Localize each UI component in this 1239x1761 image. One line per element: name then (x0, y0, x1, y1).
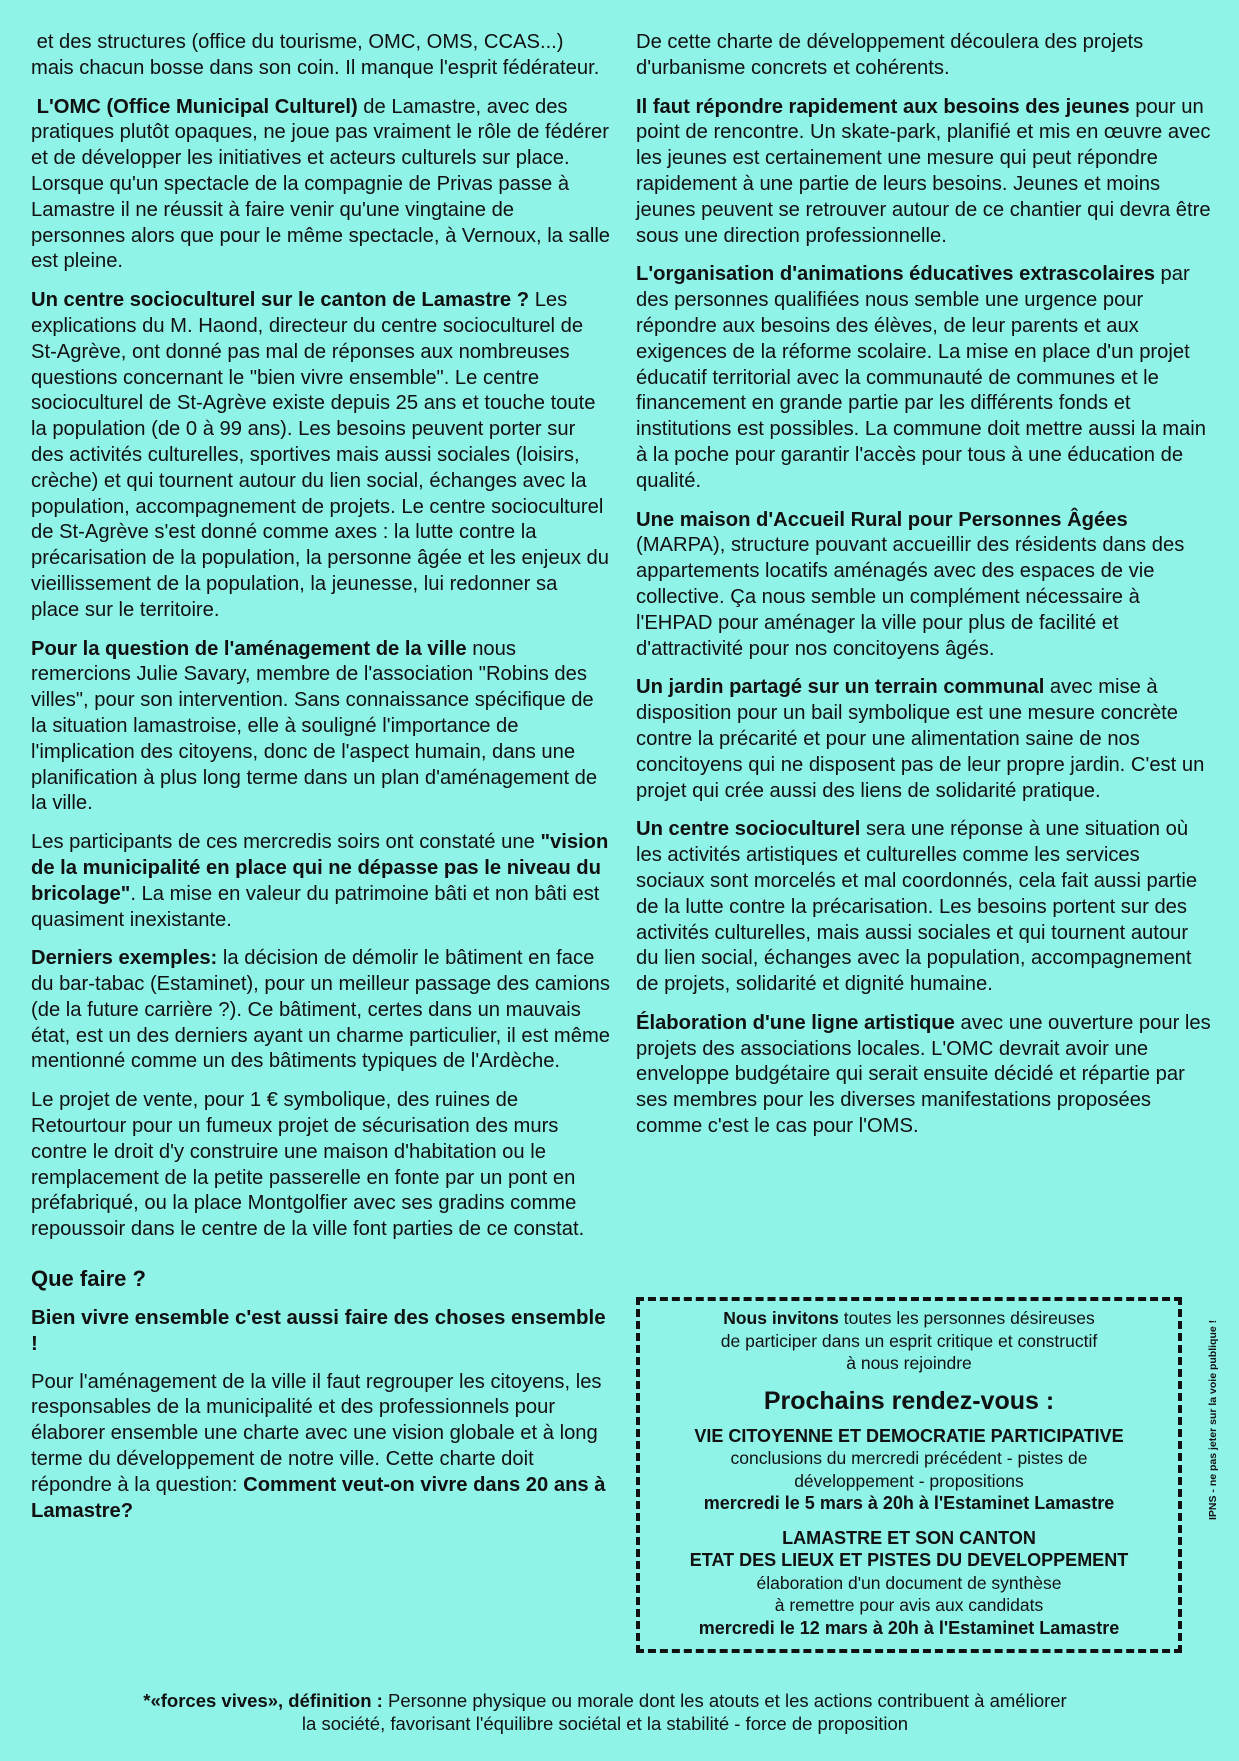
paragraph-centre-socioculturel (31, 288, 611, 623)
paragraph-animations (636, 262, 1211, 494)
event-date: mercredi le 5 mars à 20h à l'Estaminet Lamastre (703, 1493, 1115, 1513)
quote-bold: "vision de la municipalité en place qui ne dépasse pas le niveau du bricolage" (31, 831, 609, 905)
text: Les participants de ces mercredis soirs ont constaté une (31, 831, 541, 854)
text: la décision de démolir le bâtiment en face du bar-tabac (Estaminet), pour un meilleur passage des camions (de la future carrière ?). Ce bâtiment, certes dans un mauvais état, est un des derniers ayant un charme particulier, il est même mentionné comme un des bâtiments typiques de l'Ardèche. (31, 947, 611, 1073)
paragraph-structures (31, 30, 611, 82)
invite-line-2: de participer dans un esprit critique et constructif (720, 1330, 1098, 1351)
right-column (636, 30, 1211, 1153)
section-heading-que-faire: Que faire ? (31, 1266, 146, 1292)
text: . La mise en valeur du patrimoine bâti et non bâti est quasiment inexistante. (31, 882, 600, 931)
paragraph-charte-developpement: De cette charte de développement découlera des projets d'urbanisme concrets et cohérents. (636, 31, 1144, 79)
event-date: mercredi le 12 mars à 20h à l'Estaminet Lamastre (698, 1617, 1120, 1638)
text: avec mise à disposition pour un bail symbolique est une mesure concrète contre la précarité et pour une alimentation saine de nos concitoyens qui ne disposent pas de leur propre jardin. C'est un projet qui crée aussi des liens de solidarité pratique. (636, 676, 1205, 802)
left-column (31, 30, 611, 1537)
rendez-vous-box (636, 1297, 1182, 1653)
paragraph-marpa (636, 508, 1211, 663)
exemples-heading: Derniers exemples: (31, 947, 218, 970)
footnote (40, 1689, 1170, 1735)
paragraph-participants (31, 830, 611, 933)
invite-bold: Nous invitons (723, 1308, 839, 1328)
event-title: VIE CITOYENNE ET DEMOCRATIE PARTICIPATIVE (694, 1425, 1124, 1446)
event-title: LAMASTRE ET SON CANTON (782, 1527, 1036, 1548)
paragraph-jeunes (636, 95, 1211, 250)
text: toutes les personnes désireuses (838, 1308, 1095, 1328)
text: et des structures (office du tourisme, OMC, OMS, CCAS...) mais chacun bosse dans son coin. Il manque l'esprit fédérateur. (31, 31, 600, 79)
text: pour un point de rencontre. Un skate-park, planifié et mis en œuvre avec les jeunes est certainement une mesure qui peut répondre rapidement à une partie de leurs besoins. Jeunes et moins jeunes peuvent se retrouver autour de ce chantier qui devra être sous une direction professionnelle. (636, 95, 1211, 247)
jeunes-heading: Il faut répondre rapidement aux besoins des jeunes (636, 95, 1130, 118)
centre-heading: Un centre socioculturel sur le canton de Lamastre ? (31, 289, 530, 312)
section-subheading: Bien vivre ensemble c'est aussi faire des choses ensemble ! (31, 1306, 606, 1355)
text: avec une ouverture pour les projets des associations locales. L'OMC devrait avoir une enveloppe budgétaire qui serait ensuite décidé et répartie par ses membres pour les diverses manifestations proposées comme c'est le cas pour l'OMS. (636, 1011, 1211, 1138)
ligne-heading: Élaboration d'une ligne artistique (636, 1011, 955, 1034)
event-desc-line: développement - propositions (794, 1470, 1024, 1491)
paragraph-charte (31, 1370, 611, 1525)
invitation (640, 1307, 1178, 1375)
text: (MARPA), structure pouvant accueillir des résidents dans des appartements locatifs aménagés avec des espaces de vie collective. Ça nous semble un complément nécessaire à l'EHPAD pour aménager la ville pour plus de facilité et d'attractivité pour nos concitoyens âgés. (636, 534, 1185, 660)
invite-line-1 (640, 1307, 1178, 1330)
question-bold: Comment veut-on vivre dans 20 ans à Lamastre? (31, 1473, 606, 1522)
amenagement-heading: Pour la question de l'aménagement de la ville (31, 637, 467, 660)
paragraph-derniers-exemples (31, 946, 611, 1075)
animations-heading: L'organisation d'animations éducatives extrascolaires (636, 263, 1155, 286)
footnote-line-2: la société, favorisant l'équilibre sociétal et la stabilité - force de proposition (301, 1713, 909, 1734)
event-1 (640, 1425, 1178, 1515)
paragraph-jardin (636, 675, 1211, 804)
side-note-ipns: IPNS - ne pas jeter sur la voie publique ! (1207, 1319, 1219, 1520)
paragraph-amenagement (31, 637, 611, 818)
box-title: Prochains rendez-vous : (763, 1386, 1055, 1415)
marpa-heading: Une maison d'Accueil Rural pour Personnes Âgées (636, 508, 1128, 531)
text: nous remercions Julie Savary, membre de l'association "Robins des villes", pour son intervention. Sans connaissance spécifique de la situation lamastroise, elle à souligné l'importance de l'implication des citoyens, donc de l'aspect humain, dans une planification à plus long terme dans un plan d'aménagement de la ville. (31, 637, 598, 815)
text: par des personnes qualifiées nous semble une urgence pour répondre aux besoins des élèves, de leur parents et aux exigences de la réforme scolaire. La mise en place d'un projet éducatif territorial avec la communauté de communes et le financement en grande partie par les différents fonds et institutions est possibles. La commune doit mettre aussi la main à la poche pour garantir l'accès pour tous à une éducation de qualité. (636, 263, 1207, 492)
event-title: ETAT DES LIEUX ET PISTES DU DEVELOPPEMENT (689, 1550, 1129, 1570)
centre-heading: Un centre socioculturel (636, 818, 861, 841)
event-desc-line: à remettre pour avis aux candidats (774, 1595, 1044, 1615)
jardin-heading: Un jardin partagé sur un terrain communal (636, 676, 1045, 699)
text: Les explications du M. Haond, directeur du centre socioculturel de St-Agrève, ont donné pas mal de réponses aux nombreuses questions concernant le "bien vivre ensemble". Le centre socioculturel de St-Agrève existe depuis 25 ans et touche toute la population (de 0 à 99 ans). Les besoins peuvent porter sur des activités culturelles, sportives mais aussi sociales (loisirs, crèche) et qui tournent autour du lien social, échanges avec la population, accompagnement de projets. Le centre socioculturel de St-Agrève s'est donné comme axes : la lutte contre la précarisation de la population, la personne âgée et les enjeux du vieillissement de la population, la jeunesse, lui redonner sa place sur le territoire. (31, 289, 609, 621)
invite-line-3: à nous rejoindre (846, 1353, 972, 1373)
text: sera une réponse à une situation où les activités artistiques et culturelles comme les services sociaux sont morcelés et mal coordonnés, cela fait aussi partie de la lutte contre la précarisation. Les besoins portent sur des activités culturelles, mais aussi sociales et qui tournent autour du lien social, échanges avec la population, accompagnement de projets, solidarité et dignité humaine. (636, 818, 1198, 996)
text: Pour l'aménagement de la ville il faut regrouper les citoyens, les responsables de la municipalité et des professionnels pour élaborer ensemble une charte avec une vision globale et à long terme du développement de notre ville. Cette charte doit répondre à la question: (31, 1370, 602, 1496)
footnote-line-1 (40, 1689, 1170, 1712)
omc-heading: L'OMC (Office Municipal Culturel) (36, 95, 358, 118)
paragraph-ligne-artistique (636, 1011, 1211, 1140)
event-desc-line: conclusions du mercredi précédent - pistes de (730, 1448, 1088, 1468)
event-desc-line: élaboration d'un document de synthèse (756, 1572, 1062, 1593)
paragraph-centre (636, 817, 1211, 998)
event-2 (640, 1527, 1178, 1640)
text: Personne physique ou morale dont les atouts et les actions contribuent à améliorer (382, 1690, 1067, 1711)
paragraph-omc (31, 95, 611, 276)
text: de Lamastre, avec des pratiques plutôt opaques, ne joue pas vraiment le rôle de fédérer et de développer les initiatives et acteurs culturels sur place. Lorsque qu'un spectacle de la compagnie de Privas passe à Lamastre il ne réussit à faire venir qu'une vingtaine de personnes alors que pour le même spectacle, à Vernoux, la salle est pleine. (31, 95, 611, 273)
paragraph-projet-vente: Le projet de vente, pour 1 € symbolique, des ruines de Retourtour pour un fumeux projet de sécurisation des murs contre le droit d'y construire une maison d'habitation ou le remplacement de la petite passerelle en fonte par un pont en préfabriqué, ou la place Montgolfier avec ses gradins comme repoussoir dans le centre de la ville font parties de ce constat. (31, 1089, 585, 1241)
footnote-term: *«forces vives», définition : (143, 1690, 383, 1711)
